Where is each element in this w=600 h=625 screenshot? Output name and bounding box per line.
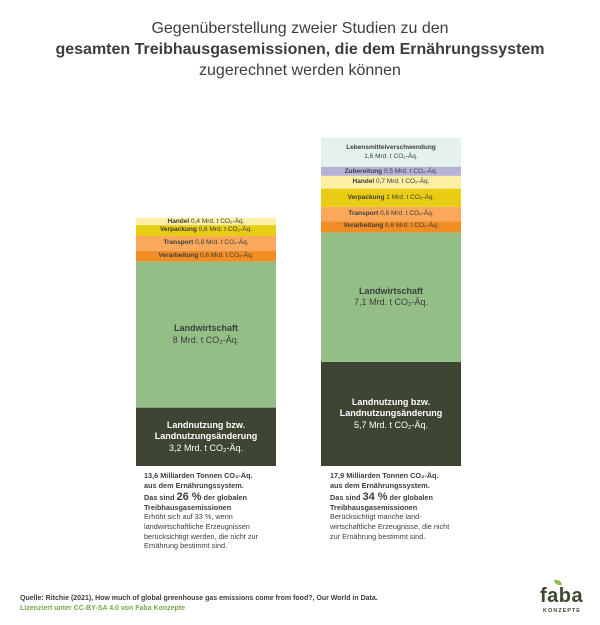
bar-2-share-line2: Treibhausgasemissionen [330, 502, 418, 512]
source-credit [20, 594, 378, 614]
license-line: Lizenziert unter CC-BY-SA 4.0 von Faba Konzepte [20, 605, 186, 612]
title-line-1: Gegenüberstellung zweier Studien zu den [151, 20, 449, 37]
bar-2-label-verarbeitung: Verarbeitung 0,6 Mrd. t CO₂-Äq. [343, 222, 439, 230]
bar-1-share-line2: Treibhausgasemissionen [144, 502, 232, 512]
bar-2-label-landwirtschaft: Landwirtschaft 7,1 Mrd. t CO₂-Äq. [353, 285, 428, 308]
title-line-3: zugerechnet werden können [199, 62, 401, 79]
bar-1-label-transport: Transport 0,8 Mrd. t CO₂-Äq. [163, 239, 249, 247]
bar-2-label-verpackung: Verpackung 1 Mrd. t CO₂-Äq. [347, 193, 435, 201]
bar-2-notes [330, 471, 460, 541]
bar-2-share-percent: 34 % [362, 491, 388, 504]
bar-2-detail: Berücksichtigt manche land-wirtschaftliche Erzeugnisse, die nicht zur Ernährung bestimmt sind. [330, 512, 450, 541]
bar-1-label-verarbeitung: Verarbeitung 0,6 Mrd. t CO₂-Äq. [158, 251, 254, 259]
bar-2-label-transport: Transport 0,8 Mrd. t CO₂-Äq. [348, 209, 434, 217]
bar-2-total-suffix: aus dem Ernährungssystem. [330, 480, 430, 490]
bar-2-label-lebensmittelverschwendung: Lebensmittelverschwendung 1,6 Mrd. t CO₂-Äq. [346, 144, 436, 161]
bar-2-label-landnutzung-bzw-landnutzungsänderung: Landnutzung bzw. Landnutzungsänderung 5,7 Mrd. t CO₂-Äq. [339, 396, 443, 430]
bar-1-total: 13,6 Milliarden Tonnen CO₂-Äq. [144, 471, 253, 480]
bar-2-label-handel: Handel 0,7 Mrd. t CO₂-Äq. [352, 177, 430, 185]
bar-1-notes [144, 471, 274, 551]
bar-1-total-suffix: aus dem Ernährungssystem. [144, 480, 244, 490]
source-line: Quelle: Ritchie (2021), How much of global greenhouse gas emissions come from food?, Our World in Data. [20, 595, 378, 602]
logo-sub: KONZEPTE [543, 608, 581, 614]
faba-logo [526, 585, 588, 617]
bar-1-share: Das sind 26 % der globalen [144, 491, 247, 504]
bar-1-share-percent: 26 % [176, 491, 202, 504]
bar-1-label-landnutzung-bzw-landnutzungsänderung: Landnutzung bzw. Landnutzungsänderung 3,2 Mrd. t CO₂-Äq. [154, 419, 258, 453]
bar-1-label-landwirtschaft: Landwirtschaft 8 Mrd. t CO₂-Äq. [172, 323, 240, 345]
bar-2-total: 17,9 Milliarden Tonnen CO₂-Äq. [330, 471, 439, 480]
logo-word: faba [540, 585, 584, 607]
bar-1-detail: Erhöht sich auf 33 %, wenn landwirtschaftliche Erzeugnissen berücksichtigt werden, die nicht zur Ernährung bestimmt sind. [144, 512, 258, 551]
bar-2-label-zubereitung: Zubereitung 0,5 Mrd. t CO₂-Äq. [344, 167, 438, 175]
title-line-2: gesamten Treibhausgasemissionen, die dem Ernährungssystem [55, 41, 545, 58]
bar-2-share: Das sind 34 % der globalen [330, 491, 433, 504]
bar-1-label-verpackung: Verpackung 0,6 Mrd. t CO₂-Äq. [159, 226, 253, 234]
bar-1-label-handel: Handel 0,4 Mrd. t CO₂-Äq. [167, 217, 245, 225]
